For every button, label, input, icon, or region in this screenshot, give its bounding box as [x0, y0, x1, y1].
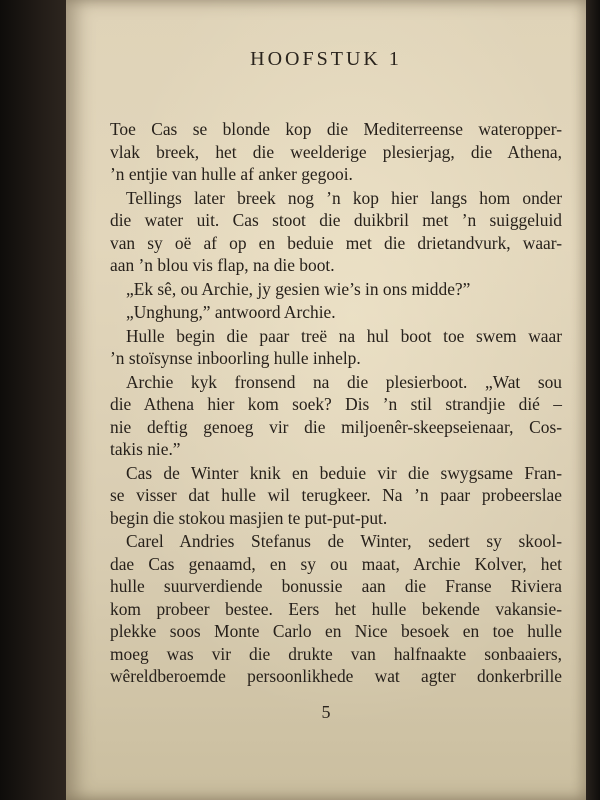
- photo-background-left: [0, 0, 70, 800]
- text-line: Carel Andries Stefanus de Winter, sedert sy skool-: [126, 531, 562, 551]
- text-line: hulle suurverdiende bonussie aan die Franse Riviera: [110, 576, 562, 596]
- text-line: wêreldberoemde persoonlikhede wat agter donkerbrille: [110, 666, 562, 686]
- paragraph: [110, 118, 562, 186]
- text-line: dae Cas genaamd, en sy ou maat, Archie Kolver, het: [110, 553, 562, 574]
- paragraph: [110, 371, 562, 461]
- paragraph: [110, 187, 562, 277]
- text-line: moeg was vir die drukte van halfnaakte sonbaaiers,: [110, 643, 562, 664]
- text-line: „Unghung,” antwoord Archie.: [126, 302, 336, 322]
- paragraph: [110, 530, 562, 688]
- text-line: nie deftig genoeg vir die miljoenêr-skeepseienaar, Cos-: [110, 416, 562, 437]
- text-line: Hulle begin die paar treë na hul boot toe swem waar: [126, 325, 562, 346]
- text-line: ’n stoïsynse inboorling hulle inhelp.: [110, 348, 361, 368]
- book-page: [66, 0, 586, 800]
- text-line: vlak breek, het die weelderige plesierjag, die Athena,: [110, 141, 562, 162]
- text-line: plekke soos Monte Carlo en Nice besoek en toe hulle: [110, 621, 562, 641]
- text-line: begin die stokou masjien te put-put-put.: [110, 507, 388, 528]
- text-line: van sy oë af op en beduie met die drietandvurk, waar-: [110, 232, 562, 253]
- text-line: Archie kyk fronsend na die plesierboot. „Wat sou: [126, 371, 562, 392]
- text-line: Toe Cas se blonde kop die Mediterreense wateropper-: [110, 119, 562, 139]
- text-line: takis nie.”: [110, 439, 181, 459]
- text-line: die Athena hier kom soek? Dis ’n stil strandjie dié –: [110, 394, 562, 414]
- text-line: Tellings later breek nog ’n kop hier langs hom onder: [126, 187, 562, 208]
- paragraph: [110, 278, 562, 301]
- body-text: [110, 118, 562, 689]
- text-line: kom probeer bestee. Eers het hulle bekende vakansie-: [110, 598, 562, 619]
- page-number: 5: [321, 702, 331, 722]
- photo-background-right: [584, 0, 600, 800]
- chapter-title: HOOFSTUK 1: [250, 48, 402, 70]
- paragraph: [110, 301, 562, 324]
- text-line: aan ’n blou vis flap, na die boot.: [110, 255, 335, 275]
- text-line: Cas de Winter knik en beduie vir die swygsame Fran-: [126, 462, 562, 483]
- paragraph: [110, 325, 562, 370]
- text-line: ’n entjie van hulle af anker gegooi.: [110, 164, 353, 184]
- text-line: se visser dat hulle wil terugkeer. Na ’n paar probeerslae: [110, 485, 562, 505]
- text-line: „Ek sê, ou Archie, jy gesien wie’s in ons midde?”: [126, 278, 471, 299]
- paragraph: [110, 462, 562, 530]
- text-line: die water uit. Cas stoot die duikbril met ’n suiggeluid: [110, 210, 562, 230]
